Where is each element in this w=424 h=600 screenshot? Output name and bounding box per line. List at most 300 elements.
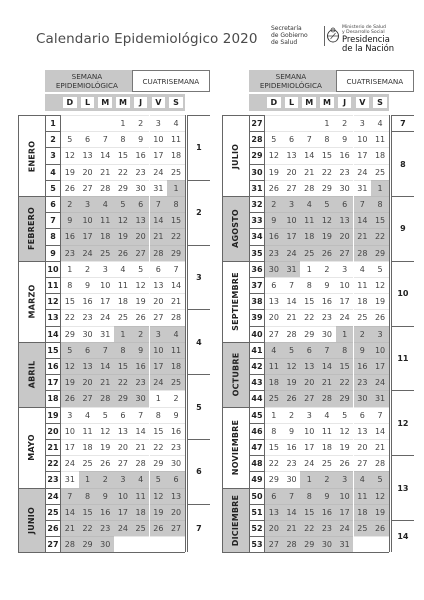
- day-cell: 5: [132, 261, 150, 277]
- day-cell: 12: [371, 277, 389, 293]
- day-cell: 4: [79, 407, 97, 423]
- day-cell: 12: [114, 212, 132, 228]
- day-cell: 30: [132, 390, 150, 406]
- day-cell: 17: [300, 439, 318, 455]
- day-cell: 10: [336, 488, 354, 504]
- day-cell: [150, 536, 168, 552]
- day-cell: 15: [265, 439, 283, 455]
- day-cell: 18: [371, 147, 389, 163]
- day-cell: 14: [283, 293, 301, 309]
- day-cell: 27: [114, 455, 132, 471]
- day-cell: 29: [336, 390, 354, 406]
- day-cell: 27: [300, 390, 318, 406]
- cuatrisemana-number: 3: [187, 245, 210, 310]
- day-cell: 31: [150, 180, 168, 196]
- day-cell: 4: [354, 471, 372, 487]
- day-cell: 8: [61, 277, 79, 293]
- day-cell: 16: [354, 358, 372, 374]
- day-cell: 18: [167, 147, 185, 163]
- day-cell: 11: [114, 277, 132, 293]
- day-cell: 9: [96, 488, 114, 504]
- day-cell: 11: [318, 423, 336, 439]
- day-cell: 29: [150, 455, 168, 471]
- grid-left-line: [18, 115, 19, 552]
- day-cell: 3: [300, 407, 318, 423]
- day-cell: 12: [150, 488, 168, 504]
- semana-header-line1: SEMANA: [275, 72, 307, 81]
- day-cell: 20: [265, 520, 283, 536]
- day-cell: 22: [300, 309, 318, 325]
- day-cell: 3: [61, 407, 79, 423]
- day-cell: 21: [283, 309, 301, 325]
- day-cell: 13: [283, 147, 301, 163]
- day-cell: [132, 536, 150, 552]
- day-cell: 3: [114, 471, 132, 487]
- cuatrisemana-number: 6: [187, 439, 210, 504]
- week-number: 45: [249, 407, 265, 423]
- month-name: ENERO: [27, 140, 36, 172]
- day-cell: 13: [265, 504, 283, 520]
- day-cell: 3: [150, 326, 168, 342]
- day-cell: 7: [283, 277, 301, 293]
- day-cell: 21: [318, 374, 336, 390]
- day-cell: 28: [61, 536, 79, 552]
- day-cell: 19: [318, 228, 336, 244]
- day-cell: [79, 115, 97, 131]
- week-number: 15: [45, 342, 61, 358]
- day-cell: 5: [96, 407, 114, 423]
- coat-of-arms-icon: [326, 27, 340, 43]
- day-cell: 12: [318, 212, 336, 228]
- day-cell: 24: [283, 245, 301, 261]
- day-cell: [265, 115, 283, 131]
- grid-bottom-line: [18, 552, 185, 553]
- week-number: 40: [249, 326, 265, 342]
- cuatrisemana-number: 14: [391, 520, 414, 552]
- day-cell: 9: [318, 277, 336, 293]
- week-number: 53: [249, 536, 265, 552]
- day-cell: 10: [150, 342, 168, 358]
- day-cell: 17: [336, 504, 354, 520]
- day-cell: 26: [150, 520, 168, 536]
- day-cell: 28: [300, 180, 318, 196]
- day-cell: [167, 536, 185, 552]
- week-number: 28: [249, 131, 265, 147]
- day-header-4: J: [338, 97, 352, 108]
- day-cell: 14: [150, 212, 168, 228]
- day-cell: 15: [61, 293, 79, 309]
- day-cell: 23: [265, 245, 283, 261]
- day-cell: 20: [167, 504, 185, 520]
- week-number: 29: [249, 147, 265, 163]
- day-cell: 3: [79, 196, 97, 212]
- day-cell: 1: [371, 180, 389, 196]
- day-cell: 7: [167, 261, 185, 277]
- day-cell: 1: [300, 471, 318, 487]
- day-cell: 19: [336, 439, 354, 455]
- day-header-3: M: [320, 97, 334, 108]
- day-cell: 6: [114, 407, 132, 423]
- day-cell: 6: [265, 277, 283, 293]
- day-cell: 30: [96, 536, 114, 552]
- day-cell: 18: [354, 293, 372, 309]
- day-cell: 20: [79, 164, 97, 180]
- day-cell: 15: [318, 147, 336, 163]
- day-cell: 22: [79, 520, 97, 536]
- day-cell: 15: [300, 293, 318, 309]
- day-cell: 6: [265, 488, 283, 504]
- day-cell: 4: [318, 407, 336, 423]
- day-cell: 16: [79, 293, 97, 309]
- day-cell: 7: [283, 488, 301, 504]
- day-cell: 26: [371, 520, 389, 536]
- day-cell: 21: [354, 228, 372, 244]
- day-cell: 27: [283, 180, 301, 196]
- day-cell: 15: [371, 212, 389, 228]
- day-cell: 6: [336, 196, 354, 212]
- day-header-0: D: [267, 97, 281, 108]
- day-cell: 4: [114, 261, 132, 277]
- day-cell: 29: [167, 245, 185, 261]
- day-cell: 28: [150, 245, 168, 261]
- day-cell: 30: [265, 261, 283, 277]
- day-cell: 8: [114, 342, 132, 358]
- day-cell: 3: [283, 196, 301, 212]
- day-cell: 19: [371, 293, 389, 309]
- day-cell: 21: [132, 439, 150, 455]
- day-cell: [61, 115, 79, 131]
- day-cell: 4: [167, 326, 185, 342]
- logo-text-line: de Gobierno: [271, 32, 308, 39]
- day-cell: 25: [79, 455, 97, 471]
- day-cell: 10: [61, 423, 79, 439]
- day-cell: 4: [300, 196, 318, 212]
- grid-left-line: [222, 115, 223, 552]
- grid-bottom-line: [222, 552, 389, 553]
- week-number: 49: [249, 471, 265, 487]
- day-cell: 25: [318, 455, 336, 471]
- day-cell: 5: [265, 131, 283, 147]
- day-cell: 24: [336, 309, 354, 325]
- day-cell: 14: [167, 277, 185, 293]
- week-number: 52: [249, 520, 265, 536]
- day-cell: 27: [336, 245, 354, 261]
- day-cell: 24: [79, 245, 97, 261]
- day-cell: 30: [283, 471, 301, 487]
- week-number: 22: [45, 455, 61, 471]
- day-cell: 24: [300, 455, 318, 471]
- day-cell: 7: [61, 488, 79, 504]
- day-cell: 30: [336, 180, 354, 196]
- day-cell: 19: [371, 504, 389, 520]
- day-cell: 21: [61, 520, 79, 536]
- day-cell: 13: [265, 293, 283, 309]
- day-cell: 4: [371, 115, 389, 131]
- day-cell: 7: [300, 131, 318, 147]
- day-cell: 27: [79, 390, 97, 406]
- week-number: 13: [45, 309, 61, 325]
- day-cell: 20: [336, 228, 354, 244]
- day-cell: 22: [61, 309, 79, 325]
- day-cell: 4: [167, 115, 185, 131]
- day-cell: 11: [167, 342, 185, 358]
- day-cell: [283, 115, 301, 131]
- week-number: 37: [249, 277, 265, 293]
- day-cell: 5: [114, 196, 132, 212]
- day-cell: 6: [354, 407, 372, 423]
- day-cell: 7: [318, 342, 336, 358]
- logo-text-line: Ministerio de Salud: [342, 25, 386, 30]
- day-cell: 8: [300, 277, 318, 293]
- day-cell: 11: [265, 358, 283, 374]
- day-cell: 28: [96, 180, 114, 196]
- cuatrisemana-number: 13: [391, 455, 414, 520]
- day-cell: 16: [61, 228, 79, 244]
- day-cell: 15: [79, 504, 97, 520]
- day-cell: 25: [300, 245, 318, 261]
- week-number: 5: [45, 180, 61, 196]
- secretaria-logo: [271, 25, 326, 46]
- day-cell: 17: [336, 293, 354, 309]
- day-cell: 10: [300, 423, 318, 439]
- day-cell: 6: [167, 471, 185, 487]
- cuatrisemana-header: CUATRISEMANA: [132, 70, 210, 92]
- week-number: 43: [249, 374, 265, 390]
- day-cell: 17: [96, 293, 114, 309]
- day-cell: 14: [371, 423, 389, 439]
- day-header-1: L: [81, 97, 95, 108]
- day-cell: 2: [132, 115, 150, 131]
- day-cell: 27: [79, 180, 97, 196]
- day-cell: 13: [354, 423, 372, 439]
- day-cell: 30: [132, 180, 150, 196]
- day-cell: 25: [371, 164, 389, 180]
- day-cell: 31: [371, 390, 389, 406]
- day-cell: 3: [336, 471, 354, 487]
- day-cell: 23: [354, 374, 372, 390]
- day-cell: 14: [61, 504, 79, 520]
- day-cell: 2: [354, 326, 372, 342]
- day-cell: 14: [354, 212, 372, 228]
- day-cell: 21: [150, 228, 168, 244]
- day-cell: [300, 115, 318, 131]
- day-cell: 14: [132, 423, 150, 439]
- day-cell: 1: [79, 471, 97, 487]
- semana-header-line1: SEMANA: [71, 72, 103, 81]
- day-cell: 12: [96, 423, 114, 439]
- day-cell: 10: [283, 212, 301, 228]
- day-cell: 11: [79, 423, 97, 439]
- day-cell: 10: [114, 488, 132, 504]
- day-cell: 1: [318, 115, 336, 131]
- day-cell: 25: [96, 245, 114, 261]
- day-cell: 16: [336, 147, 354, 163]
- day-cell: 5: [150, 471, 168, 487]
- day-cell: 26: [61, 180, 79, 196]
- day-cell: 24: [150, 374, 168, 390]
- day-cell: 18: [96, 228, 114, 244]
- cuatrisemana-number: 9: [391, 196, 414, 261]
- day-cell: 8: [167, 196, 185, 212]
- week-number: 20: [45, 423, 61, 439]
- day-cell: [96, 115, 114, 131]
- day-cell: 26: [371, 309, 389, 325]
- day-cell: 5: [61, 131, 79, 147]
- month-label-agosto: [222, 196, 249, 261]
- day-cell: 17: [283, 228, 301, 244]
- month-label-julio: [222, 115, 249, 196]
- day-cell: 11: [167, 131, 185, 147]
- day-cell: 10: [354, 131, 372, 147]
- month-name: DICIEMBRE: [231, 494, 241, 547]
- month-name: OCTUBRE: [231, 352, 240, 397]
- day-cell: 24: [150, 164, 168, 180]
- day-cell: 8: [79, 488, 97, 504]
- day-cell: 10: [371, 342, 389, 358]
- day-cell: 16: [318, 293, 336, 309]
- week-number: 27: [45, 536, 61, 552]
- week-number: 48: [249, 455, 265, 471]
- day-cell: 8: [265, 423, 283, 439]
- day-cell: 12: [265, 147, 283, 163]
- month-label-octubre: [222, 342, 249, 407]
- month-name: MARZO: [27, 284, 37, 319]
- month-name: SEPTIEMBRE: [231, 272, 241, 332]
- week-number: 44: [249, 390, 265, 406]
- day-cell: 24: [336, 520, 354, 536]
- month-name: FEBRERO: [27, 207, 37, 251]
- day-cell: 22: [167, 228, 185, 244]
- day-cell: 7: [132, 407, 150, 423]
- month-label-mayo: [18, 407, 45, 488]
- day-cell: 30: [79, 326, 97, 342]
- day-cell: 27: [132, 245, 150, 261]
- day-cell: [114, 536, 132, 552]
- day-header-5: V: [356, 97, 370, 108]
- day-cell: 19: [265, 164, 283, 180]
- day-cell: 5: [371, 261, 389, 277]
- day-cell: 23: [61, 245, 79, 261]
- week-number: 46: [249, 423, 265, 439]
- day-cell: 28: [283, 326, 301, 342]
- day-cell: 28: [318, 390, 336, 406]
- day-cell: 3: [96, 261, 114, 277]
- day-cell: 1: [61, 261, 79, 277]
- day-cell: 16: [132, 358, 150, 374]
- week-number: 27: [249, 115, 265, 131]
- week-number: 24: [45, 488, 61, 504]
- day-cell: 2: [265, 196, 283, 212]
- day-cell: 21: [96, 164, 114, 180]
- day-cell: 26: [96, 455, 114, 471]
- day-header-3: M: [116, 97, 130, 108]
- day-cell: 27: [265, 536, 283, 552]
- day-cell: 1: [114, 326, 132, 342]
- week-number: 19: [45, 407, 61, 423]
- week-number: 41: [249, 342, 265, 358]
- month-label-febrero: [18, 196, 45, 261]
- day-cell: 13: [300, 358, 318, 374]
- day-cell: 4: [265, 342, 283, 358]
- day-cell: 29: [371, 245, 389, 261]
- month-label-enero: [18, 115, 45, 196]
- day-cell: 8: [336, 342, 354, 358]
- week-number: 23: [45, 471, 61, 487]
- day-cell: 15: [167, 212, 185, 228]
- day-cell: 12: [61, 147, 79, 163]
- cuatrisemana-number: 1: [187, 115, 210, 180]
- day-cell: 13: [336, 212, 354, 228]
- day-cell: 14: [318, 358, 336, 374]
- day-cell: 17: [79, 228, 97, 244]
- day-header-0: D: [63, 97, 77, 108]
- day-cell: 30: [318, 326, 336, 342]
- week-number: 51: [249, 504, 265, 520]
- day-cell: 7: [150, 196, 168, 212]
- day-cell: 8: [371, 196, 389, 212]
- week-number: 2: [45, 131, 61, 147]
- day-cell: 22: [150, 439, 168, 455]
- day-cell: 17: [371, 358, 389, 374]
- week-number: 32: [249, 196, 265, 212]
- day-cell: 22: [114, 164, 132, 180]
- day-cell: 23: [336, 164, 354, 180]
- day-cell: 31: [96, 326, 114, 342]
- day-cell: 15: [114, 358, 132, 374]
- day-cell: 11: [96, 212, 114, 228]
- day-cell: 4: [96, 196, 114, 212]
- day-cell: 7: [96, 342, 114, 358]
- day-cell: 14: [283, 504, 301, 520]
- day-cell: 3: [150, 115, 168, 131]
- day-cell: 30: [318, 536, 336, 552]
- day-cell: 6: [300, 342, 318, 358]
- day-cell: 2: [132, 326, 150, 342]
- day-cell: 24: [61, 455, 79, 471]
- day-cell: 25: [354, 520, 372, 536]
- day-cell: 25: [265, 390, 283, 406]
- semana-header-text: [56, 72, 118, 90]
- day-cell: 26: [61, 390, 79, 406]
- cuatrisemana-number: 11: [391, 326, 414, 391]
- week-number: 6: [45, 196, 61, 212]
- day-cell: 26: [265, 180, 283, 196]
- week-number: 33: [249, 212, 265, 228]
- day-cell: 12: [61, 358, 79, 374]
- day-cell: 22: [371, 228, 389, 244]
- day-cell: 11: [354, 488, 372, 504]
- month-label-septiembre: [222, 261, 249, 342]
- day-cell: 21: [300, 164, 318, 180]
- day-cell: 15: [300, 504, 318, 520]
- day-cell: 16: [265, 228, 283, 244]
- day-cell: 1: [265, 407, 283, 423]
- day-cell: 31: [61, 471, 79, 487]
- semana-header-line2: EPIDEMIOLÓGICA: [55, 81, 118, 90]
- day-cell: 28: [283, 536, 301, 552]
- cuatrisemana-number: 5: [187, 374, 210, 439]
- day-cell: 12: [283, 358, 301, 374]
- logo-text-line: de la Nación: [342, 43, 395, 53]
- week-number: 25: [45, 504, 61, 520]
- cuatrisemana-header: CUATRISEMANA: [336, 70, 414, 92]
- day-cell: 14: [96, 147, 114, 163]
- day-cell: 29: [318, 180, 336, 196]
- day-cell: 8: [150, 407, 168, 423]
- day-cell: 22: [318, 164, 336, 180]
- week-number: 39: [249, 309, 265, 325]
- day-cell: 3: [354, 115, 372, 131]
